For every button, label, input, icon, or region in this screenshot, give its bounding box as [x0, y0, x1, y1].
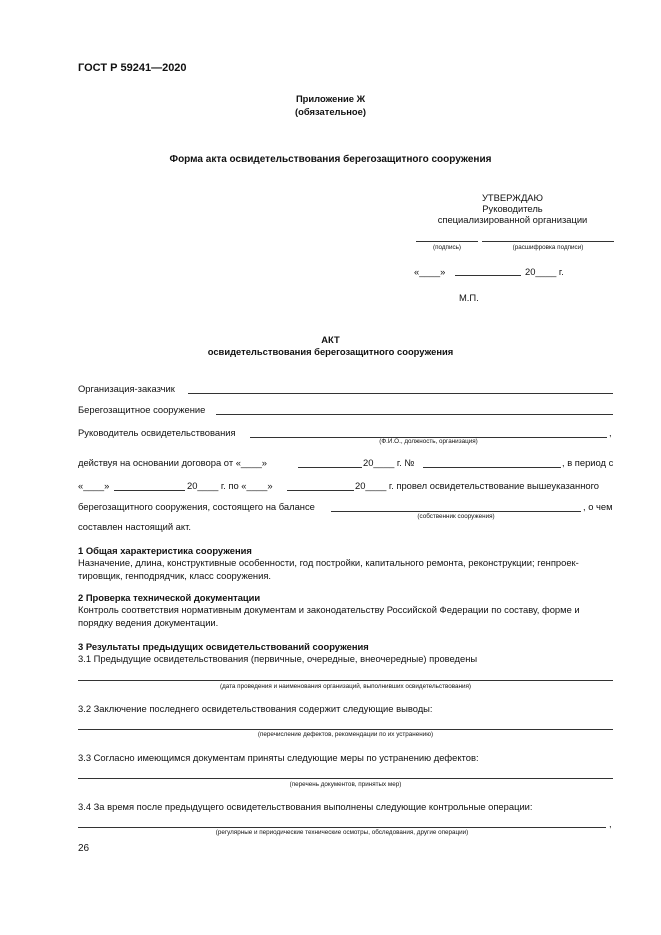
signature-line[interactable]	[416, 241, 478, 242]
signature-caption: (подпись)	[433, 244, 461, 251]
approval-approve: УТВЕРЖДАЮ	[481, 192, 544, 203]
head-comma: ,	[609, 427, 612, 438]
item-3-4-comma: ,	[609, 818, 612, 829]
owner-caption: (собственник сооружения)	[417, 513, 495, 520]
section-1-line-2: тировщик, генподрядчик, класс сооружения.	[78, 570, 272, 581]
basis-text-b: 20____ г. №	[363, 457, 415, 468]
item-3-1-line[interactable]	[78, 680, 613, 681]
basis-text-c: , в период с	[562, 457, 614, 468]
owner-line[interactable]	[331, 511, 581, 512]
approval-date-day: «____»	[414, 266, 446, 277]
decode-caption: (расшифровка подписи)	[512, 244, 584, 251]
appendix-status: (обязательное)	[295, 106, 366, 117]
basis-date-line[interactable]	[298, 467, 362, 468]
form-title: Форма акта освидетельствования берегозащитного сооружения	[169, 154, 492, 165]
period-text-b: 20____ г. по «____»	[187, 480, 273, 491]
item-3-4-caption: (регулярные и периодические технические осмотры, обследования, другие операции)	[215, 829, 469, 836]
customer-label: Организация-заказчик	[78, 383, 175, 394]
approval-date-month-line[interactable]	[455, 275, 521, 276]
item-3-2-caption: (перечисление дефектов, рекомендации по их устранению)	[257, 731, 434, 738]
item-3-4-text: 3.4 За время после предыдущего освидетельствования выполнены следующие контрольные операции:	[78, 801, 533, 812]
act-title: АКТ	[321, 334, 340, 345]
signature-decode-line[interactable]	[482, 241, 614, 242]
section-2-line-1: Контроль соответствия нормативным документам и законодательству Российской Федерации по составу, форме и	[78, 604, 580, 615]
period-text-c: 20____ г. провел освидетельствование вышеуказанного	[355, 480, 600, 491]
section-2-line-2: порядку ведения документации.	[78, 617, 219, 628]
section-1-heading: 1 Общая характеристика сооружения	[78, 545, 252, 556]
item-3-4-line[interactable]	[78, 827, 606, 828]
period-from-line[interactable]	[114, 490, 185, 491]
balance-text-b: , о чем	[583, 501, 613, 512]
structure-line[interactable]	[216, 414, 613, 415]
head-label: Руководитель освидетельствования	[78, 427, 236, 438]
drawn-up-text: составлен настоящий акт.	[78, 521, 191, 532]
page-number: 26	[78, 843, 90, 854]
customer-line[interactable]	[188, 393, 613, 394]
approval-org: специализированной организации	[437, 214, 588, 225]
item-3-3-line[interactable]	[78, 778, 613, 779]
item-3-3-caption: (перечень документов, принятых мер)	[289, 781, 402, 788]
standard-number: ГОСТ Р 59241—2020	[78, 62, 187, 74]
item-3-3-text: 3.3 Согласно имеющимся документам приняты следующие меры по устранению дефектов:	[78, 752, 479, 763]
section-3-heading: 3 Результаты предыдущих освидетельствований сооружения	[78, 641, 369, 652]
item-3-1-caption: (дата проведения и наименования организаций, выполнивших освидетельствования)	[219, 683, 472, 690]
balance-text-a: берегозащитного сооружения, состоящего на балансе	[78, 501, 315, 512]
approval-date-year: 20____ г.	[525, 266, 564, 277]
item-3-2-text: 3.2 Заключение последнего освидетельствования содержит следующие выводы:	[78, 703, 433, 714]
approval-head: Руководитель	[482, 203, 543, 214]
stamp-place: М.П.	[459, 292, 479, 303]
section-2-heading: 2 Проверка технической документации	[78, 592, 261, 603]
item-3-2-line[interactable]	[78, 729, 613, 730]
period-text-a: «____»	[78, 480, 110, 491]
contract-number-line[interactable]	[423, 467, 561, 468]
act-subtitle: освидетельствования берегозащитного сооружения	[207, 346, 454, 357]
head-caption: (Ф.И.О., должность, организация)	[379, 438, 478, 445]
section-1-line-1: Назначение, длина, конструктивные особенности, год постройки, капитального ремонта, реконструкции; генпроек-	[78, 557, 579, 568]
item-3-1-text: 3.1 Предыдущие освидетельствования (первичные, очередные, внеочередные) проведены	[78, 653, 478, 664]
period-to-line[interactable]	[287, 490, 354, 491]
structure-label: Берегозащитное сооружение	[78, 404, 206, 415]
appendix-title: Приложение Ж	[295, 93, 366, 104]
basis-text-a: действуя на основании договора от «____»	[78, 457, 267, 468]
